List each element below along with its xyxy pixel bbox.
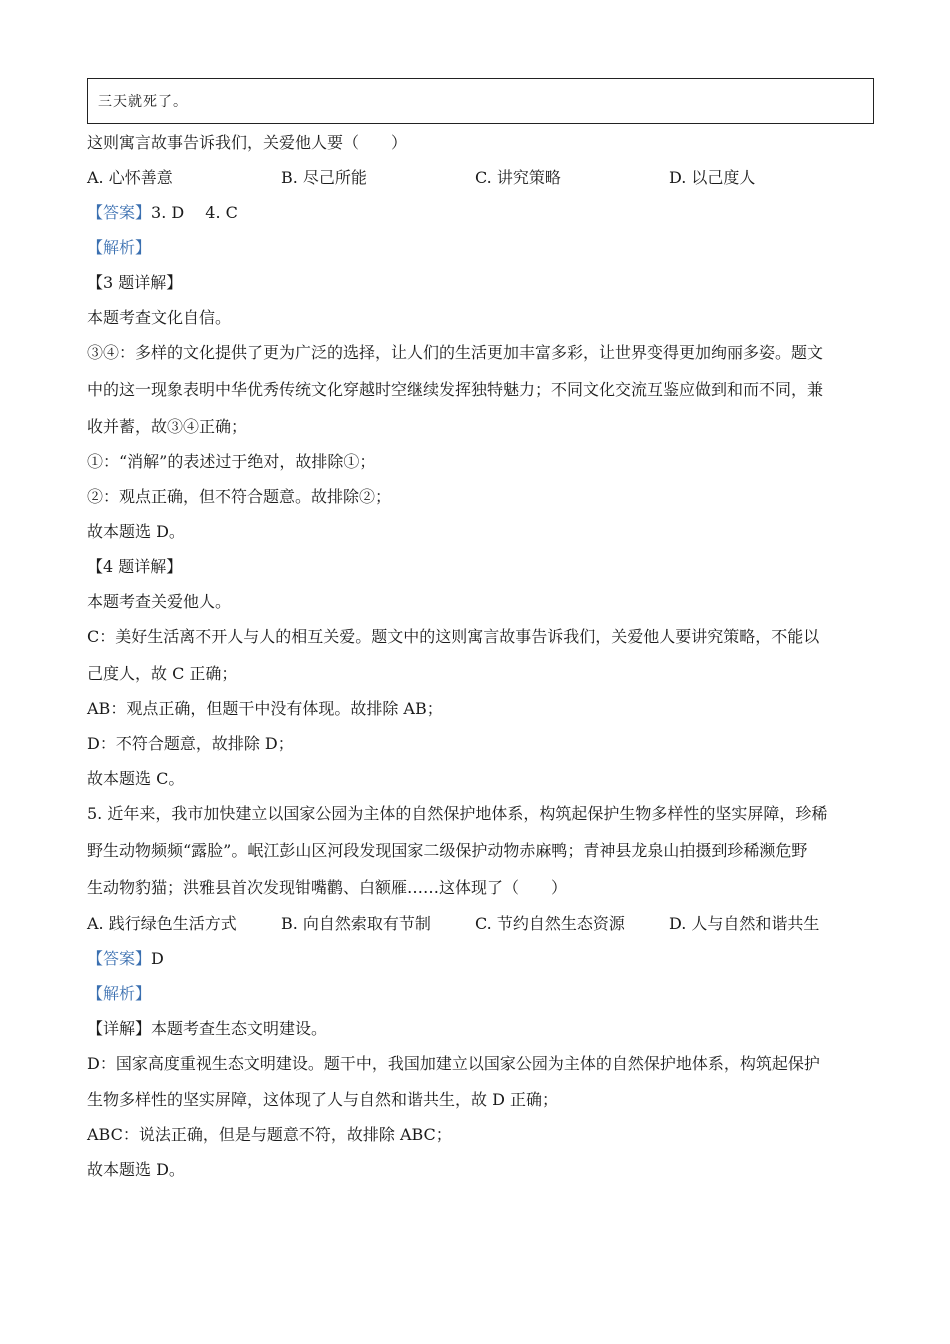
q4-option-d: D. 以己度人 bbox=[669, 168, 756, 187]
detail4-line: 本题考查关爱他人。 bbox=[87, 592, 232, 611]
detail3-line: ②：观点正确，但不符合题意。故排除②； bbox=[87, 487, 392, 506]
q4-option-b: B. 尽己所能 bbox=[281, 168, 367, 187]
q5-option-a: A. 践行绿色生活方式 bbox=[87, 914, 237, 933]
detail3-line: 本题考查文化自信。 bbox=[87, 308, 232, 327]
q5-stem-line: 生动物豹猫；洪雅县首次发现钳嘴鹳、白额雁……这体现了（ ） bbox=[87, 878, 568, 897]
detail4-line: 故本题选 C。 bbox=[87, 769, 185, 788]
analysis-tag: 【解析】 bbox=[87, 238, 152, 257]
quote-box bbox=[87, 78, 874, 124]
answer-line-5 bbox=[87, 946, 164, 969]
analysis-tag: 【解析】 bbox=[87, 984, 152, 1003]
detail4-line: D：不符合题意，故排除 D； bbox=[87, 734, 294, 753]
q5-option-c: C. 节约自然生态资源 bbox=[475, 914, 625, 933]
q5-detail-line: 生物多样性的坚实屏障，这体现了人与自然和谐共生，故 D 正确； bbox=[87, 1090, 559, 1109]
detail-tag: 【详解】 bbox=[87, 1019, 152, 1038]
answer-line-34 bbox=[87, 200, 238, 223]
detail3-title: 【3 题详解】 bbox=[87, 273, 183, 292]
q4-stem: 这则寓言故事告诉我们，关爱他人要（ ） bbox=[87, 133, 408, 152]
q5-stem-line: 5. 近年来，我市加快建立以国家公园为主体的自然保护地体系，构筑起保护生物多样性的坚实屏障，珍稀 bbox=[87, 804, 828, 823]
answer-tag: 【答案】 bbox=[87, 949, 152, 968]
q5-detail-line: 故本题选 D。 bbox=[87, 1160, 185, 1179]
quote-text: 三天就死了。 bbox=[98, 94, 188, 110]
detail3-line: ①：“消解”的表述过于绝对，故排除①； bbox=[87, 452, 376, 471]
detail3-line: 中的这一现象表明中华优秀传统文化穿越时空继续发挥独特魅力；不同文化交流互鉴应做到和而不同，兼 bbox=[87, 380, 824, 399]
q5-stem-line: 野生动物频频“露脸”。岷江彭山区河段发现国家二级保护动物赤麻鸭；青神县龙泉山拍摄到珍稀濒危野 bbox=[87, 841, 808, 860]
q4-option-a: A. 心怀善意 bbox=[87, 168, 173, 187]
detail4-line: AB：观点正确，但题干中没有体现。故排除 AB； bbox=[87, 699, 443, 718]
q5-detail-first bbox=[87, 1016, 327, 1039]
detail3-line: ③④：多样的文化提供了更为广泛的选择，让人们的生活更加丰富多彩，让世界变得更加绚丽多姿。题文 bbox=[87, 343, 824, 362]
detail4-line: C：美好生活离不开人与人的相互关爱。题文中的这则寓言故事告诉我们，关爱他人要讲究策略，不能以 bbox=[87, 627, 820, 646]
detail3-line: 故本题选 D。 bbox=[87, 522, 185, 541]
q5-option-b: B. 向自然索取有节制 bbox=[281, 914, 431, 933]
q5-detail-line: D：国家高度重视生态文明建设。题干中，我国加建立以国家公园为主体的自然保护地体系，构筑起保护 bbox=[87, 1054, 820, 1073]
answer-value: D bbox=[151, 949, 164, 968]
detail4-title: 【4 题详解】 bbox=[87, 557, 183, 576]
detail3-line: 收并蓄，故③④正确； bbox=[87, 417, 248, 436]
answer-value: 3. D 4. C bbox=[151, 203, 238, 222]
q5-detail-line: 本题考查生态文明建设。 bbox=[151, 1019, 328, 1038]
q5-detail-line: ABC：说法正确，但是与题意不符，故排除 ABC； bbox=[87, 1125, 452, 1144]
answer-tag: 【答案】 bbox=[87, 203, 152, 222]
q5-option-d: D. 人与自然和谐共生 bbox=[669, 914, 820, 933]
detail4-line: 己度人，故 C 正确； bbox=[87, 664, 238, 683]
q4-option-c: C. 讲究策略 bbox=[475, 168, 561, 187]
